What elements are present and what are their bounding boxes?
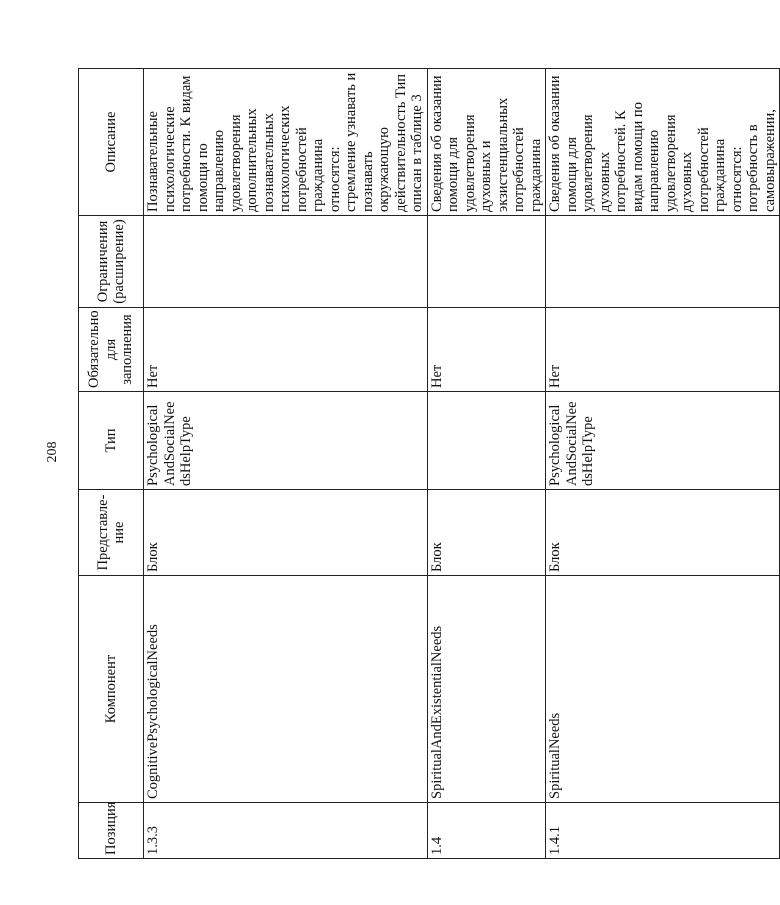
page-number: 208	[45, 441, 60, 463]
cell-description: Сведения об оказании помощи для удовлетворения духовных потребностей. К видам помощи по направлению удовлетворения духовных потребностей гражданина относятся: потребность в самовыражении,	[546, 69, 780, 216]
cell-mandatory: Нет	[546, 308, 780, 392]
cell-restrictions	[546, 216, 780, 308]
cell-position: 1.3.3	[144, 803, 428, 859]
cell-restrictions	[427, 216, 546, 308]
cell-representation: Блок	[546, 490, 780, 576]
table-row	[427, 69, 546, 859]
table-header-row	[79, 69, 144, 859]
cell-component: SpiritualNeeds	[546, 576, 780, 803]
table-row	[546, 69, 780, 859]
header-mandatory: Обязательно для заполнения	[79, 308, 144, 392]
components-table	[78, 68, 780, 859]
cell-mandatory: Нет	[144, 308, 428, 392]
header-type: Тип	[79, 392, 144, 490]
cell-component: SpiritualAndExistentialNeeds	[427, 576, 546, 803]
table-row	[144, 69, 428, 859]
header-position: Позиция	[79, 803, 144, 859]
header-component: Компонент	[79, 576, 144, 803]
rotated-table-container	[78, 69, 778, 859]
header-restrictions: Ограничения (расширение)	[79, 216, 144, 308]
cell-position: 1.4	[427, 803, 546, 859]
cell-type	[427, 392, 546, 490]
cell-position: 1.4.1	[546, 803, 780, 859]
cell-representation: Блок	[427, 490, 546, 576]
cell-component: CognitivePsychologicalNeeds	[144, 576, 428, 803]
cell-type: PsychologicalAndSocialNeedsHelpType	[144, 392, 428, 490]
cell-description: Сведения об оказании помощи для удовлетворения духовных и экзистенциальных потребностей гражданина	[427, 69, 546, 216]
header-description: Описание	[79, 69, 144, 216]
rotated-page-content	[78, 69, 778, 859]
cell-type: PsychologicalAndSocialNeedsHelpType	[546, 392, 780, 490]
cell-representation: Блок	[144, 490, 428, 576]
cell-restrictions	[144, 216, 428, 308]
cell-description: Познавательные психологические потребности. К видам помощи по направлению удовлетворения дополнительных познавательных психологических потребностей гражданина относятся: стремление узнавать и познавать окружающую действительность Тип описан в таблице 3	[144, 69, 428, 216]
header-representation: Представле-ние	[79, 490, 144, 576]
cell-mandatory: Нет	[427, 308, 546, 392]
